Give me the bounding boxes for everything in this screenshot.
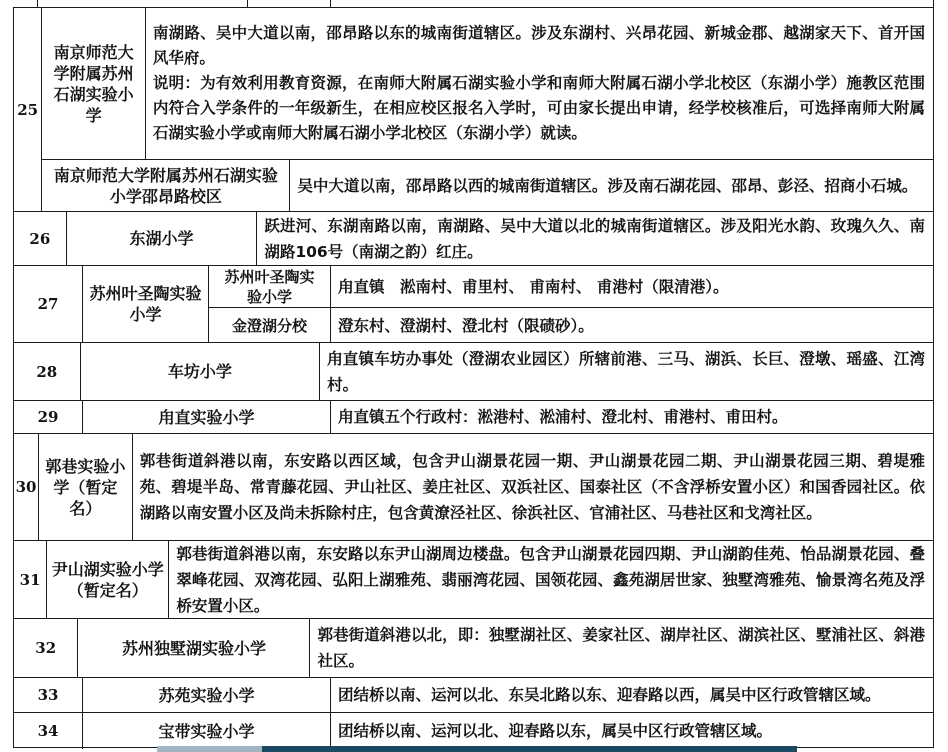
district-desc-cell xyxy=(331,401,933,433)
district-desc-cell xyxy=(169,541,933,618)
grid-line-fragment xyxy=(37,0,38,7)
district-desc-cell xyxy=(331,678,933,712)
table-row xyxy=(14,401,933,434)
district-desc-text: 郭巷街道斜港以北，即：独墅湖社区、姜家社区、湖岸社区、湖滨社区、墅浦社区、斜港社区。 xyxy=(317,626,925,670)
district-desc-cell xyxy=(146,8,933,159)
district-desc-cell xyxy=(310,619,933,677)
district-desc-text: 团结桥以南、运河以北、迎春路以东，属吴中区行政管辖区域。 xyxy=(338,722,773,740)
school-name-cell: 苏苑实验小学 xyxy=(83,678,331,712)
district-desc-cell xyxy=(290,160,933,212)
table-subrow xyxy=(42,159,933,212)
school-name-cell: 东湖小学 xyxy=(67,212,258,265)
admission-district-table xyxy=(13,7,934,748)
district-desc-text: 团结桥以南、运河以北、东吴北路以东、迎春路以西，属吴中区行政管辖区域。 xyxy=(338,686,881,704)
row-number-cell: 26 xyxy=(14,212,67,265)
table-row xyxy=(14,541,933,619)
school-name-cell: 甪直实验小学 xyxy=(83,401,331,433)
district-desc-text: 甪直镇五个行政村：淞港村、淞浦村、澄北村、甫港村、甫田村。 xyxy=(338,408,788,426)
table-subrow xyxy=(209,266,933,307)
district-desc-text: 郭巷街道斜港以南，东安路以西区域，包含尹山湖景花园一期、尹山湖景花园二期、尹山湖景花园三期、碧堤雅苑、碧堤半岛、常青藤花园、尹山社区、姜庄社区、双浜社区、国泰社区（不含浮桥安置小区）和国香园社区。依湖路以南安置小区及尚未拆除村庄，包含黄潦泾社区、徐浜社区、官浦社区、马巷社区和戈湾社区。 xyxy=(139,452,925,522)
table-subrow xyxy=(209,307,933,343)
district-desc-text: 南湖路、吴中大道以南，邵昂路以东的城南街道辖区。涉及东湖村、兴昂花园、新城金郡、越湖家天下、首开国风华府。 xyxy=(152,24,925,67)
row-number-cell: 29 xyxy=(14,401,83,433)
table-row xyxy=(14,619,933,678)
district-desc-cell xyxy=(320,343,933,400)
district-desc-text: 吴中大道以南，邵昂路以西的城南街道辖区。涉及南石湖花园、邵昂、彭泾、招商小石城。 xyxy=(297,177,918,195)
table-row xyxy=(14,343,933,401)
row-25-subrows xyxy=(42,8,933,211)
district-desc-cell xyxy=(331,266,933,307)
school-name-cell: 车坊小学 xyxy=(81,343,320,400)
district-desc-cell xyxy=(133,434,933,540)
table-subrow xyxy=(42,8,933,159)
row-27-subrows xyxy=(209,266,933,342)
school-name-cell: 尹山湖实验小学（暂定名） xyxy=(47,541,169,618)
grid-line-fragment xyxy=(933,0,934,7)
table-row xyxy=(14,713,933,749)
row-number-cell: 28 xyxy=(14,343,81,400)
campus-name-cell: 苏州叶圣陶实验小学 xyxy=(209,266,331,307)
row-number-cell: 31 xyxy=(14,541,47,618)
district-desc-cell xyxy=(257,212,933,265)
table-row xyxy=(14,212,933,266)
bottom-bar-dark-segment xyxy=(262,746,797,752)
district-desc-text: 郭巷街道斜港以南，东安路以东尹山湖周边楼盘。包含尹山湖景花园四期、尹山湖韵佳苑、怡品湖景花园、叠翠峰花园、双湾花园、弘阳上湖雅苑、翡丽湾花园、国领花园、鑫苑湖居世家、独墅湾雅苑、愉景湾名苑及浮桥安置小区。 xyxy=(176,544,925,615)
school-name-cell: 苏州叶圣陶实验小学 xyxy=(83,266,209,342)
grid-line-fragment xyxy=(247,0,248,7)
table-row xyxy=(14,266,933,343)
district-desc-cell xyxy=(331,308,933,343)
row-number-cell: 27 xyxy=(14,266,83,342)
bottom-blue-bar-fragment xyxy=(157,746,797,752)
row-number-cell: 33 xyxy=(14,678,83,712)
grid-line-fragment xyxy=(330,0,331,7)
campus-name-cell: 金澄湖分校 xyxy=(209,308,331,343)
row-number-cell: 30 xyxy=(14,434,39,540)
district-desc-text: 甪直镇车坊办事处（澄湖农业园区）所辖前港、三马、湖浜、长巨、澄墩、瑶盛、江湾村。 xyxy=(327,349,925,394)
row-number-cell: 34 xyxy=(14,713,83,749)
school-name-cell: 郭巷实验小学（暂定名） xyxy=(39,434,133,540)
bottom-bar-light-segment xyxy=(157,746,262,752)
row-number-cell: 32 xyxy=(14,619,78,677)
table-row xyxy=(14,8,933,212)
row-number-cell: 25 xyxy=(14,8,42,211)
school-name-cell: 苏州独墅湖实验小学 xyxy=(78,619,310,677)
table-row xyxy=(14,434,933,541)
school-name-cell: 南京师范大学附属苏州石湖实验小学 xyxy=(42,8,146,159)
district-desc-text: 跃进河、东湖南路以南，南湖路、吴中大道以北的城南街道辖区。涉及阳光水韵、玫瑰久久、南湖路106号（南湖之韵）红庄。 xyxy=(264,216,925,261)
district-desc-text: 甪直镇 淞南村、甫里村、 甫南村、 甫港村（限清港）。 xyxy=(338,277,729,296)
district-desc-cell xyxy=(331,713,933,749)
district-desc-text: 澄东村、澄湖村、澄北村（限碛砂）。 xyxy=(338,316,594,335)
school-name-cell: 宝带实验小学 xyxy=(83,713,331,749)
district-note-text: 说明：为有效利用教育资源，在南师大附属石湖实验小学和南师大附属石湖小学北校区（东湖小学）施教区范围内符合入学条件的一年级新生，在相应校区报名入学时，可由家长提出申请，经学校核准后，可选择南师大附属石湖实验小学或南师大附属石湖小学北校区（东湖小学）就读。 xyxy=(152,74,925,142)
table-row xyxy=(14,678,933,713)
school-name-cell: 南京师范大学附属苏州石湖实验小学邵昂路校区 xyxy=(42,160,290,212)
